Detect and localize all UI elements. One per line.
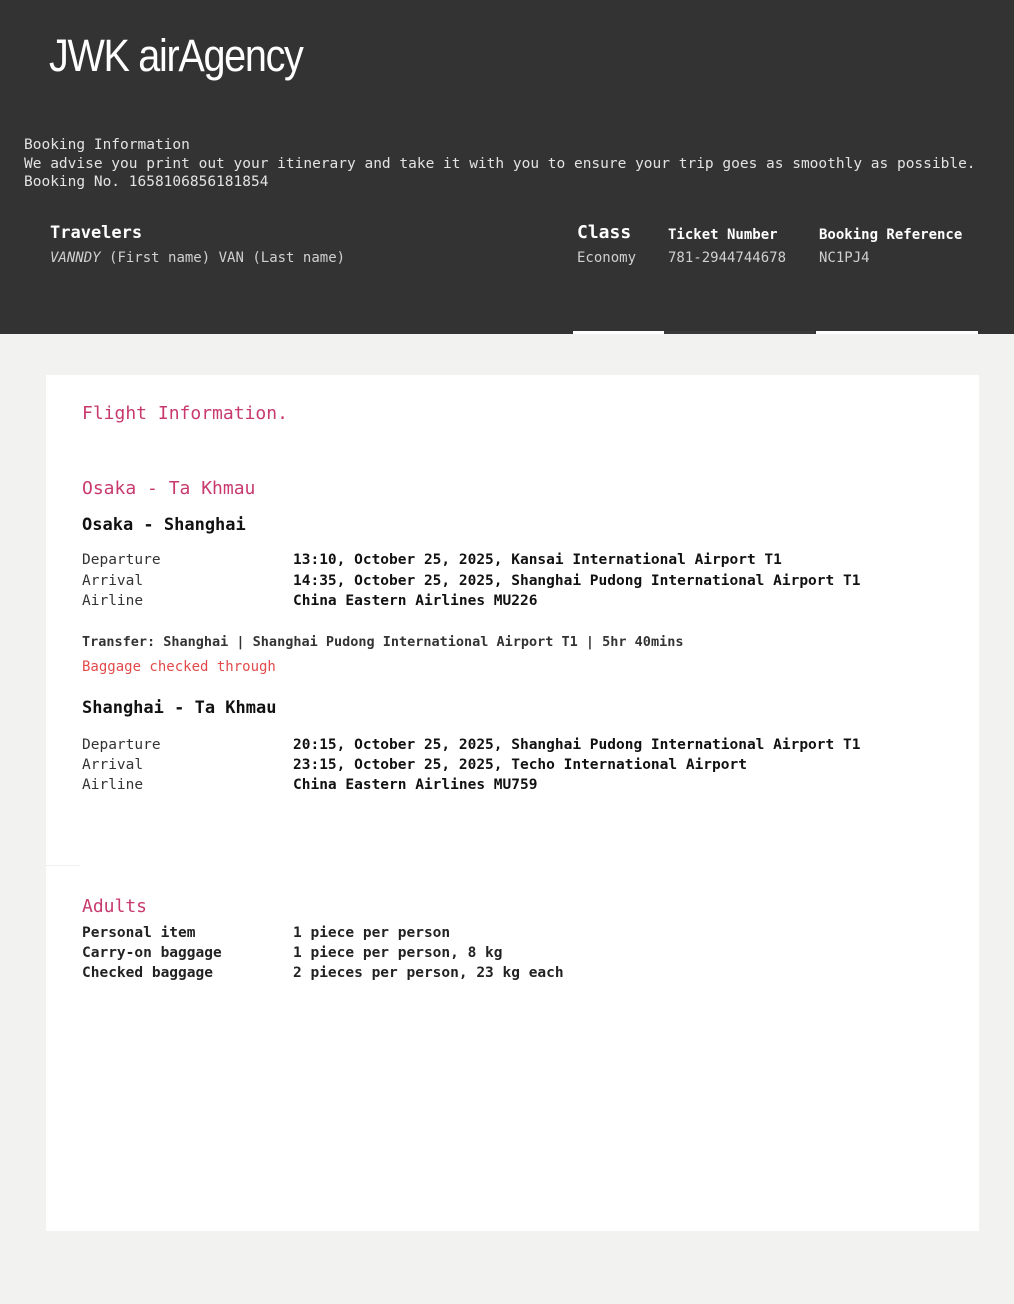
baggage-row <box>82 943 503 963</box>
leg-2-arrival-row <box>82 755 962 775</box>
leg-2-departure-row <box>82 735 962 755</box>
baggage-label: Personal item <box>82 925 196 941</box>
baggage-value: 1 piece per person, 8 kg <box>293 945 503 961</box>
booking-info <box>24 136 976 192</box>
travelers-heading: Travelers <box>50 223 143 243</box>
booking-number: Booking No. 1658106856181854 <box>24 174 269 190</box>
traveler-last-name: VAN <box>218 250 244 266</box>
baggage-row <box>82 963 564 983</box>
leg-2-airline-row <box>82 775 962 795</box>
arrival-label: Arrival <box>82 573 144 589</box>
booking-reference-value: NC1PJ4 <box>819 250 870 266</box>
booking-reference-heading: Booking Reference <box>819 227 963 243</box>
departure-value: 20:15, October 25, 2025, Shanghai Pudong International Airport T1 <box>293 737 861 753</box>
tab-underline-ticket <box>664 331 815 334</box>
header <box>0 0 1014 334</box>
adults-title: Adults <box>82 896 148 917</box>
arrival-label: Arrival <box>82 757 144 773</box>
airline-value: China Eastern Airlines MU759 <box>293 777 538 793</box>
arrival-value: 14:35, October 25, 2025, Shanghai Pudong International Airport T1 <box>293 573 861 589</box>
baggage-checked-note: Baggage checked through <box>82 659 276 675</box>
airline-label: Airline <box>82 593 144 609</box>
brand-logo: JWK airAgency <box>49 30 303 81</box>
leg-1-departure-row <box>82 550 962 570</box>
arrival-value: 23:15, October 25, 2025, Techo International Airport <box>293 757 747 773</box>
leg-1-airline-row <box>82 591 962 611</box>
tab-underline-reference <box>816 331 978 334</box>
flight-card <box>46 375 979 1231</box>
traveler-first-name: VANNDY <box>50 250 101 266</box>
baggage-value: 1 piece per person <box>293 925 451 941</box>
leg-1-arrival-row <box>82 571 962 591</box>
departure-label: Departure <box>82 552 161 568</box>
traveler-name <box>50 250 345 266</box>
airline-label: Airline <box>82 777 144 793</box>
airline-value: China Eastern Airlines MU226 <box>293 593 538 609</box>
tab-underline-class <box>573 331 664 334</box>
route-title: Osaka - Ta Khmau <box>82 478 256 499</box>
leg-2-title: Shanghai - Ta Khmau <box>82 698 277 718</box>
booking-info-title: Booking Information <box>24 137 190 153</box>
section-divider <box>46 865 80 866</box>
ticket-number-value: 781-2944744678 <box>668 250 787 266</box>
transfer-info: Transfer: Shanghai | Shanghai Pudong International Airport T1 | 5hr 40mins <box>82 634 684 650</box>
class-value: Economy <box>577 250 637 266</box>
departure-label: Departure <box>82 737 161 753</box>
baggage-label: Checked baggage <box>82 965 213 981</box>
baggage-label: Carry-on baggage <box>82 945 222 961</box>
traveler-last-label: (Last name) <box>252 250 346 266</box>
booking-advisory: We advise you print out your itinerary and take it with you to ensure your trip goes as smoothly as possible. <box>24 155 976 172</box>
traveler-first-label: (First name) <box>109 250 211 266</box>
flight-info-title: Flight Information. <box>82 403 288 424</box>
class-heading: Class <box>577 222 632 243</box>
baggage-row <box>82 923 450 943</box>
leg-1-title: Osaka - Shanghai <box>82 515 246 535</box>
departure-value: 13:10, October 25, 2025, Kansai International Airport T1 <box>293 552 782 568</box>
ticket-number-heading: Ticket Number <box>668 227 778 243</box>
baggage-value: 2 pieces per person, 23 kg each <box>293 965 564 981</box>
